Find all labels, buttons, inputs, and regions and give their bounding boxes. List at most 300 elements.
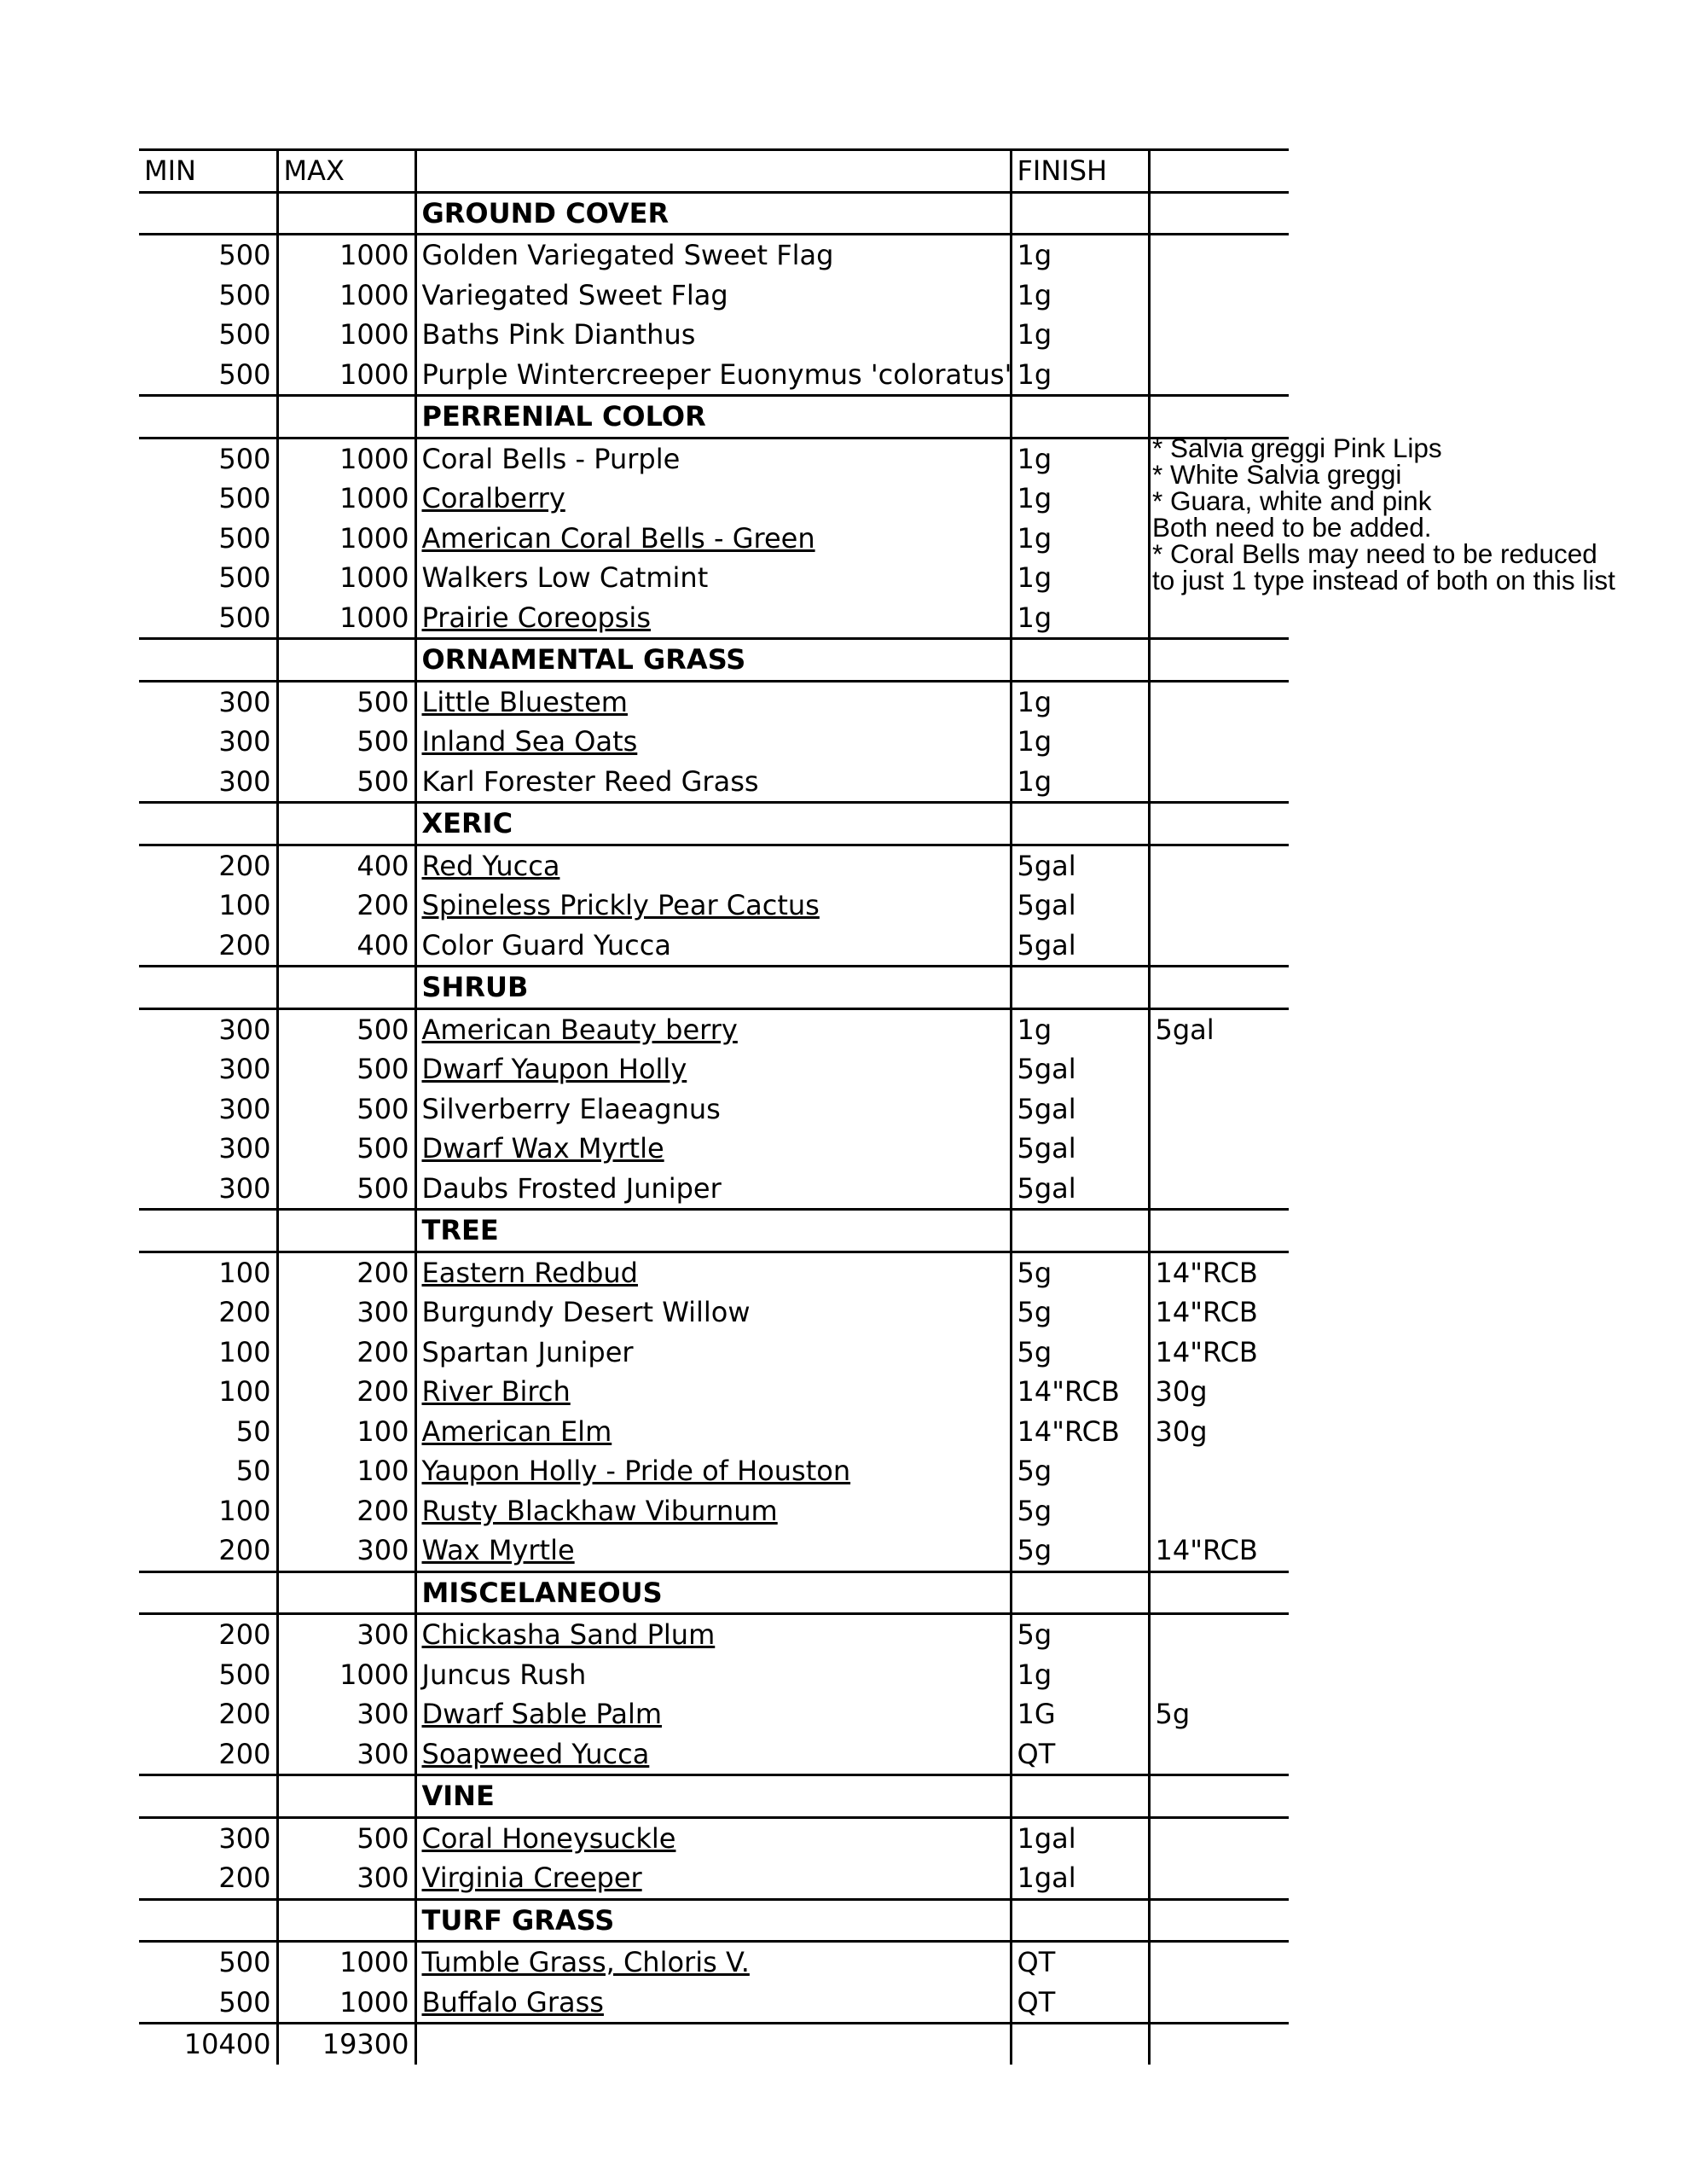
plant-extra (1149, 1655, 1289, 1695)
plant-name-cell (415, 1372, 1011, 1412)
plant-name-cell (415, 355, 1011, 396)
plant-extra (1149, 1129, 1289, 1169)
plant-max: 1000 (277, 519, 415, 559)
plant-name-cell (415, 926, 1011, 967)
plant-finish: 1g (1011, 276, 1149, 316)
plant-min: 100 (139, 1491, 277, 1531)
plant-max: 300 (277, 1614, 415, 1655)
category-title: TURF GRASS (415, 1899, 1011, 1942)
category-finish-cell (1011, 639, 1149, 682)
plant-min: 200 (139, 1531, 277, 1571)
plant-extra: 5g (1155, 1698, 1191, 1731)
plant-min: 200 (139, 845, 277, 886)
plant-row (139, 598, 1289, 639)
plant-name-link[interactable]: Coralberry (421, 482, 565, 515)
plant-name-cell (415, 1333, 1011, 1373)
plant-name-link[interactable]: Rusty Blackhaw Viburnum (421, 1494, 778, 1527)
plant-finish: 1g (1011, 235, 1149, 276)
plant-min: 200 (139, 926, 277, 967)
plant-name-link[interactable]: Little Bluestem (421, 685, 628, 718)
category-max-cell (277, 1775, 415, 1818)
plant-name: Karl Forester Reed Grass (421, 764, 759, 798)
category-row (139, 192, 1289, 235)
category-row (139, 639, 1289, 682)
category-extra-cell (1149, 192, 1289, 235)
note-line: * Coral Bells may need to be reduced (1152, 538, 1597, 569)
plant-min: 200 (139, 1858, 277, 1899)
category-min-cell (139, 803, 277, 845)
header-min: MIN (139, 150, 277, 193)
plant-name-link[interactable]: Spineless Prickly Pear Cactus (421, 889, 820, 922)
plant-name: Purple Wintercreeper Euonymus 'coloratus' (421, 357, 1012, 391)
plant-finish: 1g (1011, 1655, 1149, 1695)
plant-max: 1000 (277, 276, 415, 316)
plant-max: 500 (277, 681, 415, 722)
plant-min: 100 (139, 1372, 277, 1412)
note-line: Both need to be added. (1152, 512, 1432, 543)
plant-min: 500 (139, 558, 277, 598)
category-row (139, 1775, 1289, 1818)
plant-extra: 14"RCB (1149, 1531, 1289, 1571)
plant-min: 100 (139, 1252, 277, 1292)
plant-finish: 5g (1011, 1491, 1149, 1531)
plant-max: 300 (277, 1292, 415, 1333)
plant-finish: 5gal (1011, 1049, 1149, 1089)
category-title: SHRUB (415, 967, 1011, 1009)
category-row (139, 803, 1289, 845)
plant-row (139, 681, 1289, 722)
plant-max: 300 (277, 1531, 415, 1571)
plant-extra (1149, 722, 1289, 762)
plant-max: 500 (277, 762, 415, 803)
plant-extra: 14"RCB (1155, 1256, 1258, 1289)
plant-name-link[interactable]: Virginia Creeper (421, 1862, 642, 1895)
plant-finish: 5g (1011, 1614, 1149, 1655)
plant-max: 200 (277, 1252, 415, 1292)
plant-extra (1149, 762, 1289, 803)
plant-name-cell (415, 762, 1011, 803)
plant-name-link[interactable]: Dwarf Wax Myrtle (421, 1132, 664, 1165)
plant-min: 300 (139, 722, 277, 762)
plant-extra (1149, 1817, 1289, 1858)
plant-extra: 30g (1155, 1375, 1208, 1409)
plant-name-link[interactable]: American Beauty berry (421, 1013, 738, 1046)
plant-extra (1149, 886, 1289, 926)
plant-max: 500 (277, 1008, 415, 1049)
category-row (139, 967, 1289, 1009)
plant-name-cell (415, 1451, 1011, 1491)
header-name (415, 150, 1011, 193)
category-finish-cell (1011, 1571, 1149, 1614)
plant-row (139, 1169, 1289, 1210)
plant-min: 200 (139, 1614, 277, 1655)
plant-row (139, 1333, 1289, 1373)
plant-row (139, 479, 1289, 519)
plant-name: Coral Bells - Purple (421, 442, 681, 475)
category-extra-cell (1149, 1775, 1289, 1818)
plant-name-cell (415, 558, 1011, 598)
plant-row (139, 1372, 1289, 1412)
category-row (139, 396, 1289, 439)
plant-min: 500 (139, 235, 277, 276)
plant-extra (1149, 1734, 1289, 1775)
plant-extra: 30g (1155, 1414, 1208, 1448)
plant-name-cell (415, 886, 1011, 926)
plant-name: Daubs Frosted Juniper (421, 1171, 722, 1205)
plant-extra (1149, 1169, 1289, 1210)
category-min-cell (139, 192, 277, 235)
plant-name-cell (415, 438, 1011, 479)
plant-extra (1149, 1942, 1289, 1983)
category-title: PERRENIAL COLOR (415, 396, 1011, 439)
total-min: 10400 (139, 2024, 277, 2065)
plant-row (139, 1412, 1289, 1452)
plant-min: 300 (139, 1817, 277, 1858)
category-max-cell (277, 1899, 415, 1942)
plant-finish: 5g (1011, 1333, 1149, 1373)
plant-max: 500 (277, 1049, 415, 1089)
note-line: to just 1 type instead of both on this list (1152, 565, 1615, 595)
plant-max: 300 (277, 1858, 415, 1899)
plant-name-link[interactable]: Dwarf Yaupon Holly (421, 1053, 687, 1086)
plant-name-link[interactable]: Dwarf Sable Palm (421, 1698, 663, 1731)
plant-row (139, 355, 1289, 396)
header-extra (1149, 150, 1289, 193)
category-max-cell (277, 396, 415, 439)
plant-name-cell (415, 1942, 1011, 1983)
plant-row (139, 1129, 1289, 1169)
plant-min: 200 (139, 1694, 277, 1734)
category-extra-cell (1149, 1210, 1289, 1252)
plant-max: 1000 (277, 558, 415, 598)
plant-max: 1000 (277, 1942, 415, 1983)
plant-name-link[interactable]: Red Yucca (421, 849, 560, 882)
plant-row (139, 1734, 1289, 1775)
category-min-cell (139, 1571, 277, 1614)
category-extra-cell (1149, 803, 1289, 845)
plant-min: 500 (139, 1655, 277, 1695)
plant-name-link[interactable]: Coral Honeysuckle (421, 1821, 676, 1855)
plant-name-cell (415, 598, 1011, 639)
plant-name-link[interactable]: Inland Sea Oats (421, 725, 638, 758)
plant-row (139, 845, 1289, 886)
plant-name-cell (415, 1531, 1011, 1571)
header-max: MAX (277, 150, 415, 193)
category-max-cell (277, 967, 415, 1009)
plant-min: 300 (139, 681, 277, 722)
category-min-cell (139, 396, 277, 439)
plant-max: 1000 (277, 355, 415, 396)
plant-row (139, 1858, 1289, 1899)
plant-row (139, 886, 1289, 926)
plant-extra (1149, 926, 1289, 967)
plant-name-cell (415, 1412, 1011, 1452)
plant-min: 500 (139, 276, 277, 316)
category-row (139, 1899, 1289, 1942)
plant-max: 200 (277, 1491, 415, 1531)
plant-row (139, 722, 1289, 762)
plant-extra (1149, 1614, 1289, 1655)
plant-name-cell (415, 1655, 1011, 1695)
category-row (139, 1210, 1289, 1252)
plant-name-cell (415, 315, 1011, 355)
plant-name-cell (415, 1491, 1011, 1531)
plant-max: 400 (277, 926, 415, 967)
plant-finish: 1g (1011, 722, 1149, 762)
plant-row (139, 1049, 1289, 1089)
plant-min: 300 (139, 1008, 277, 1049)
plant-row (139, 1292, 1289, 1333)
plant-name-link[interactable]: Wax Myrtle (421, 1534, 575, 1567)
plant-finish: 1g (1011, 598, 1149, 639)
category-title: GROUND COVER (415, 192, 1011, 235)
category-finish-cell (1011, 1899, 1149, 1942)
plant-table (139, 148, 1289, 2065)
category-min-cell (139, 1899, 277, 1942)
plant-name: Silverberry Elaeagnus (421, 1092, 721, 1125)
plant-max: 100 (277, 1451, 415, 1491)
plant-name-cell (415, 1089, 1011, 1130)
plant-max: 500 (277, 1169, 415, 1210)
plant-extra (1149, 1491, 1289, 1531)
plant-name: Golden Variegated Sweet Flag (421, 239, 834, 272)
category-finish-cell (1011, 1775, 1149, 1818)
plant-max: 1000 (277, 1655, 415, 1695)
plant-extra (1149, 276, 1289, 316)
plant-finish: 5g (1011, 1451, 1149, 1491)
plant-name-cell (415, 1129, 1011, 1169)
plant-finish: 14"RCB (1011, 1412, 1149, 1452)
plant-extra (1149, 845, 1289, 886)
plant-max: 500 (277, 1817, 415, 1858)
plant-table-body (139, 150, 1289, 2065)
plant-finish: 1g (1011, 681, 1149, 722)
plant-name-cell (415, 1694, 1011, 1734)
plant-extra (1149, 355, 1289, 396)
plant-extra: 14"RCB (1155, 1296, 1258, 1329)
category-title: ORNAMENTAL GRASS (415, 639, 1011, 682)
plant-finish: QT (1011, 1734, 1149, 1775)
plant-row (139, 1614, 1289, 1655)
plant-finish: 1g (1011, 315, 1149, 355)
category-title: TREE (415, 1210, 1011, 1252)
plant-finish: 5gal (1011, 1129, 1149, 1169)
plant-min: 300 (139, 1169, 277, 1210)
plant-finish: 1g (1011, 558, 1149, 598)
plant-extra (1149, 598, 1289, 639)
note-line: * Guara, white and pink (1152, 485, 1432, 516)
category-min-cell (139, 967, 277, 1009)
plant-extra: 14"RCB (1155, 1335, 1258, 1368)
plant-extra: 5gal (1155, 1013, 1215, 1046)
plant-name-link[interactable]: Buffalo Grass (421, 1985, 604, 2018)
plant-name-cell (415, 722, 1011, 762)
plant-max: 300 (277, 1734, 415, 1775)
plant-name-cell (415, 479, 1011, 519)
plant-finish: 1g (1011, 519, 1149, 559)
total-max: 19300 (277, 2024, 415, 2065)
plant-finish: 5g (1011, 1531, 1149, 1571)
plant-row (139, 1252, 1289, 1292)
plant-name-cell (415, 1292, 1011, 1333)
plant-name-cell (415, 1169, 1011, 1210)
category-extra-cell (1149, 1899, 1289, 1942)
plant-name-link[interactable]: Tumble Grass, Chloris V. (421, 1946, 750, 1979)
plant-finish: 5gal (1011, 886, 1149, 926)
plant-name-cell (415, 1614, 1011, 1655)
plant-extra (1149, 681, 1289, 722)
category-max-cell (277, 1571, 415, 1614)
category-finish-cell (1011, 1210, 1149, 1252)
plant-max: 100 (277, 1412, 415, 1452)
category-max-cell (277, 192, 415, 235)
plant-max: 500 (277, 722, 415, 762)
plant-min: 50 (139, 1412, 277, 1452)
plant-max: 1000 (277, 438, 415, 479)
plant-name-link[interactable]: Chickasha Sand Plum (421, 1618, 716, 1652)
plant-name: Spartan Juniper (421, 1335, 634, 1368)
plant-row (139, 1008, 1289, 1049)
plant-name-cell (415, 1049, 1011, 1089)
totals-row (139, 2024, 1289, 2065)
plant-row (139, 1655, 1289, 1695)
plant-extra (1149, 1858, 1289, 1899)
category-title: VINE (415, 1775, 1011, 1818)
plant-max: 1000 (277, 598, 415, 639)
plant-min: 500 (139, 479, 277, 519)
plant-min: 300 (139, 762, 277, 803)
plant-max: 500 (277, 1089, 415, 1130)
category-extra-cell (1149, 967, 1289, 1009)
plant-name: Variegated Sweet Flag (421, 278, 728, 311)
plant-finish: QT (1011, 1983, 1149, 2024)
header-finish: FINISH (1011, 150, 1149, 193)
plant-name-link[interactable]: Yaupon Holly - Pride of Houston (421, 1455, 851, 1488)
plant-finish: 1g (1011, 1008, 1149, 1049)
note-line: * Salvia greggi Pink Lips (1152, 433, 1442, 463)
category-extra-cell (1149, 396, 1289, 439)
plant-name-link[interactable]: Prairie Coreopsis (421, 601, 651, 634)
plant-extra (1149, 235, 1289, 276)
plant-extra (1149, 1451, 1289, 1491)
plant-finish: 1gal (1011, 1858, 1149, 1899)
plant-name: Color Guard Yucca (421, 928, 671, 961)
plant-extra (1149, 1983, 1289, 2024)
plant-name-cell (415, 1817, 1011, 1858)
plant-name-cell (415, 276, 1011, 316)
category-finish-cell (1011, 192, 1149, 235)
plant-name: Juncus Rush (421, 1658, 587, 1691)
plant-name-link[interactable]: Eastern Redbud (421, 1256, 638, 1289)
category-max-cell (277, 639, 415, 682)
total-name-cell (415, 2024, 1011, 2065)
plant-finish: 1G (1011, 1694, 1149, 1734)
category-title: MISCELANEOUS (415, 1571, 1011, 1614)
plant-max: 1000 (277, 235, 415, 276)
category-title: XERIC (415, 803, 1011, 845)
plant-min: 200 (139, 1292, 277, 1333)
category-finish-cell (1011, 803, 1149, 845)
plant-finish: 5gal (1011, 926, 1149, 967)
header-row (139, 150, 1289, 193)
plant-min: 100 (139, 1333, 277, 1373)
category-max-cell (277, 803, 415, 845)
plant-name-link[interactable]: River Birch (421, 1375, 571, 1409)
plant-row (139, 558, 1289, 598)
plant-row (139, 1983, 1289, 2024)
plant-name: Baths Pink Dianthus (421, 318, 696, 351)
side-note (1152, 435, 1664, 594)
plant-name-link[interactable]: Soapweed Yucca (421, 1737, 650, 1770)
plant-min: 500 (139, 519, 277, 559)
plant-row (139, 1817, 1289, 1858)
plant-extra (1149, 315, 1289, 355)
plant-finish: 5gal (1011, 845, 1149, 886)
plant-name: Walkers Low Catmint (421, 561, 709, 595)
plant-name-link[interactable]: American Elm (421, 1414, 612, 1448)
plant-max: 1000 (277, 1983, 415, 2024)
plant-row (139, 762, 1289, 803)
plant-row (139, 235, 1289, 276)
plant-min: 500 (139, 1983, 277, 2024)
plant-row (139, 1531, 1289, 1571)
plant-min: 300 (139, 1089, 277, 1130)
plant-name-link[interactable]: American Coral Bells - Green (421, 521, 815, 555)
plant-row (139, 315, 1289, 355)
category-max-cell (277, 1210, 415, 1252)
plant-row (139, 1451, 1289, 1491)
plant-list-sheet (139, 148, 1289, 2065)
plant-row (139, 438, 1289, 479)
plant-row (139, 1089, 1289, 1130)
plant-finish: 1g (1011, 438, 1149, 479)
plant-min: 300 (139, 1129, 277, 1169)
plant-min: 500 (139, 315, 277, 355)
plant-name-cell (415, 1252, 1011, 1292)
category-extra-cell (1149, 639, 1289, 682)
plant-max: 200 (277, 1372, 415, 1412)
plant-finish: 14"RCB (1011, 1372, 1149, 1412)
category-finish-cell (1011, 396, 1149, 439)
plant-row (139, 276, 1289, 316)
plant-name-cell (415, 235, 1011, 276)
plant-extra (1149, 1049, 1289, 1089)
category-row (139, 1571, 1289, 1614)
plant-min: 500 (139, 1942, 277, 1983)
plant-name-cell (415, 1983, 1011, 2024)
plant-name: Burgundy Desert Willow (421, 1296, 751, 1329)
plant-finish: 5gal (1011, 1089, 1149, 1130)
plant-finish: 5gal (1011, 1169, 1149, 1210)
plant-finish: 1g (1011, 355, 1149, 396)
plant-row (139, 519, 1289, 559)
plant-row (139, 1491, 1289, 1531)
category-min-cell (139, 639, 277, 682)
category-extra-cell (1149, 1571, 1289, 1614)
plant-min: 200 (139, 1734, 277, 1775)
plant-max: 300 (277, 1694, 415, 1734)
note-line: * White Salvia greggi (1152, 459, 1402, 490)
plant-min: 500 (139, 598, 277, 639)
plant-finish: 1gal (1011, 1817, 1149, 1858)
plant-row (139, 1694, 1289, 1734)
plant-max: 400 (277, 845, 415, 886)
category-finish-cell (1011, 967, 1149, 1009)
plant-min: 500 (139, 438, 277, 479)
total-extra-cell (1149, 2024, 1289, 2065)
plant-finish: 5g (1011, 1252, 1149, 1292)
plant-name-cell (415, 845, 1011, 886)
